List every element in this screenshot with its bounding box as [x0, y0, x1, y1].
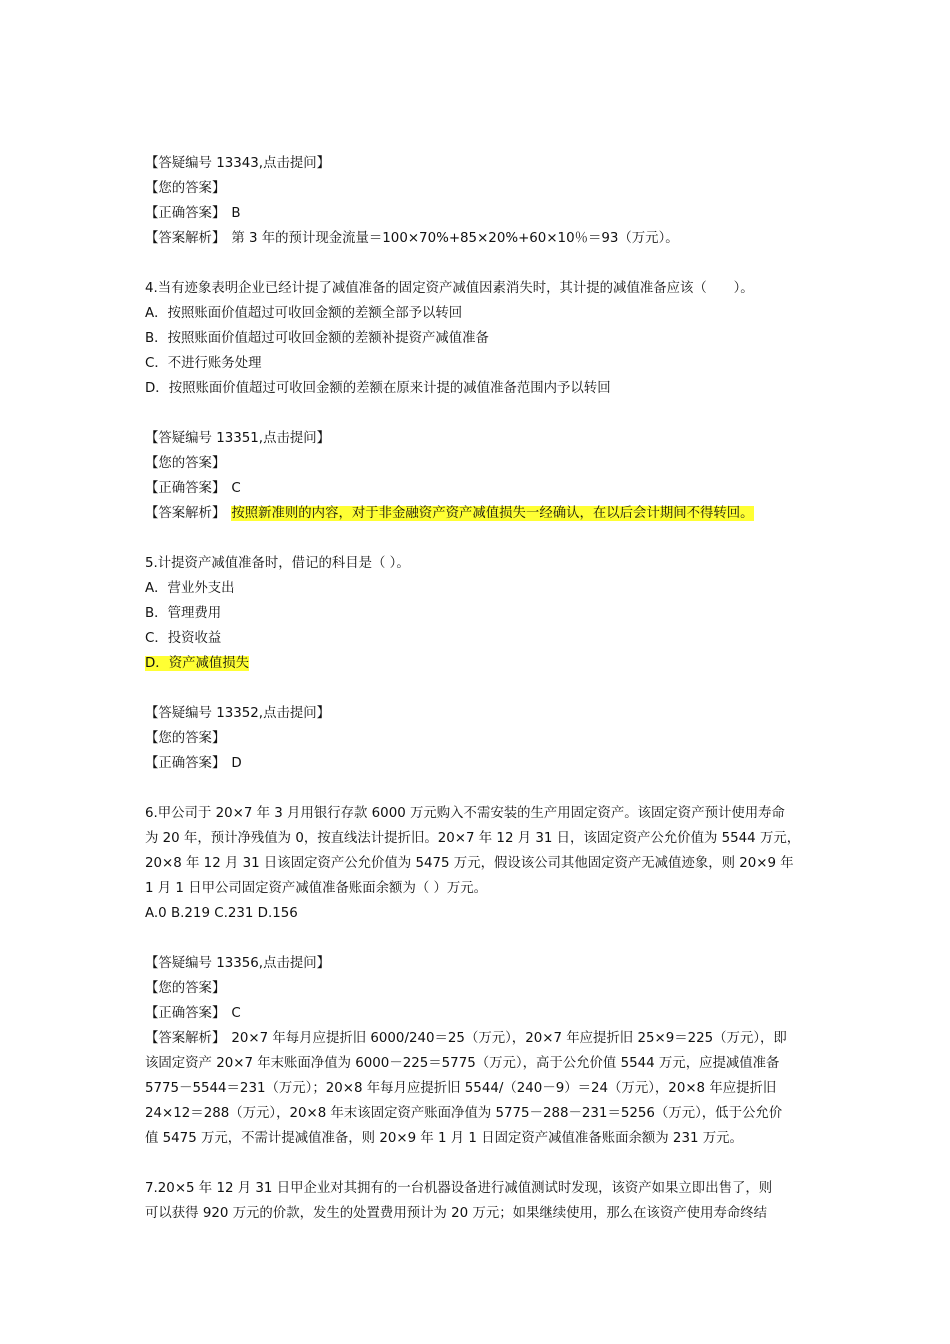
q3-correct-label: 【正确答案】 [145, 206, 226, 221]
q3-ref-link[interactable]: 【答疑编号 13343,点击提问】 [145, 156, 331, 171]
q5-correct-value: D [231, 756, 242, 771]
q4-your-answer: 【您的答案】 [145, 456, 226, 471]
q4-correct-value: C [231, 481, 241, 496]
q6-explanation-line-5: 值 5475 万元，不需计提减值准备，则 20×9 年 1 月 1 日固定资产减值准备账面余额为 231 万元。 [145, 1131, 743, 1146]
q3-correct-value: B [231, 206, 241, 221]
q4-ref-link[interactable]: 【答疑编号 13351,点击提问】 [145, 431, 331, 446]
q7-stem-line-1: 7.20×5 年 12 月 31 日甲企业对其拥有的一台机器设备进行减值测试时发现，该资产如果立即出售了，则 [145, 1181, 773, 1196]
document-page [145, 151, 810, 1226]
q5-correct-label: 【正确答案】 [145, 756, 226, 771]
q5-stem: 5.计提资产减值准备时，借记的科目是（ ）。 [145, 556, 410, 571]
q4-correct-answer [145, 476, 810, 501]
q6-correct-label: 【正确答案】 [145, 1006, 226, 1021]
q3-your-answer: 【您的答案】 [145, 181, 226, 196]
q6-stem-line-3: 20×8 年 12 月 31 日该固定资产公允价值为 5475 万元，假设该公司其他固定资产无减值迹象，则 20×9 年 [145, 856, 794, 871]
q6-ref-link[interactable]: 【答疑编号 13356,点击提问】 [145, 956, 331, 971]
q6-explain-text-1: 20×7 年每月应提折旧 6000/240＝25（万元），20×7 年应提折旧 25×9＝225（万元），即 [231, 1031, 787, 1046]
q3-explain-label: 【答案解析】 [145, 231, 226, 246]
q5-option-d [145, 651, 810, 676]
q6-correct-value: C [231, 1006, 241, 1021]
q6-options: A.0 B.219 C.231 D.156 [145, 906, 298, 921]
q7-stem-line-2: 可以获得 920 万元的价款，发生的处置费用预计为 20 万元；如果继续使用，那么在该资产使用寿命终结 [145, 1206, 768, 1221]
q6-stem-line-1: 6.甲公司于 20×7 年 3 月用银行存款 6000 万元购入不需安装的生产用固定资产。该固定资产预计使用寿命 [145, 806, 785, 821]
q3-explain-text: 第 3 年的预计现金流量＝100×70%+85×20%+60×10％＝93（万元）。 [231, 231, 679, 246]
q6-stem-line-2: 为 20 年，预计净残值为 0，按直线法计提折旧。20×7 年 12 月 31 日，该固定资产公允价值为 5544 万元， [145, 831, 801, 846]
q5-option-d-text: D．资产减值损失 [145, 656, 250, 671]
q6-stem-line-4: 1 月 1 日甲公司固定资产减值准备账面余额为（ ）万元。 [145, 881, 488, 896]
q3-correct-answer [145, 201, 810, 226]
q4-option-d: D．按照账面价值超过可收回金额的差额在原来计提的减值准备范围内予以转回 [145, 381, 611, 396]
q6-explanation-line-4: 24×12＝288（万元），20×8 年末该固定资产账面净值为 5775－288－231＝5256（万元），低于公允价 [145, 1106, 783, 1121]
q5-option-c: C．投资收益 [145, 631, 222, 646]
q4-option-b: B．按照账面价值超过可收回金额的差额补提资产减值准备 [145, 331, 489, 346]
q4-correct-label: 【正确答案】 [145, 481, 226, 496]
q4-explanation [145, 501, 810, 526]
q4-option-c: C．不进行账务处理 [145, 356, 262, 371]
q5-option-a: A．营业外支出 [145, 581, 235, 596]
q5-ref-link[interactable]: 【答疑编号 13352,点击提问】 [145, 706, 331, 721]
q6-explanation-line-2: 该固定资产 20×7 年末账面净值为 6000－225＝5775（万元），高于公允价值 5544 万元，应提减值准备 [145, 1056, 780, 1071]
q4-explain-text: 按照新准则的内容，对于非金融资产资产减值损失一经确认，在以后会计期间不得转回。 [231, 506, 754, 521]
q4-stem: 4.当有迹象表明企业已经计提了减值准备的固定资产减值因素消失时，其计提的减值准备应该（ ）。 [145, 281, 754, 296]
q6-explain-label: 【答案解析】 [145, 1031, 226, 1046]
q4-explain-label: 【答案解析】 [145, 506, 226, 521]
q6-your-answer: 【您的答案】 [145, 981, 226, 996]
q3-explanation [145, 226, 810, 251]
q6-correct-answer [145, 1001, 810, 1026]
q5-option-b: B．管理费用 [145, 606, 222, 621]
q6-explanation-line-3: 5775－5544＝231（万元）；20×8 年每月应提折旧 5544/（240－9）＝24（万元），20×8 年应提折旧 [145, 1081, 777, 1096]
q4-option-a: A．按照账面价值超过可收回金额的差额全部予以转回 [145, 306, 463, 321]
q5-correct-answer [145, 751, 810, 776]
q5-your-answer: 【您的答案】 [145, 731, 226, 746]
q6-explanation-line-1 [145, 1026, 810, 1051]
